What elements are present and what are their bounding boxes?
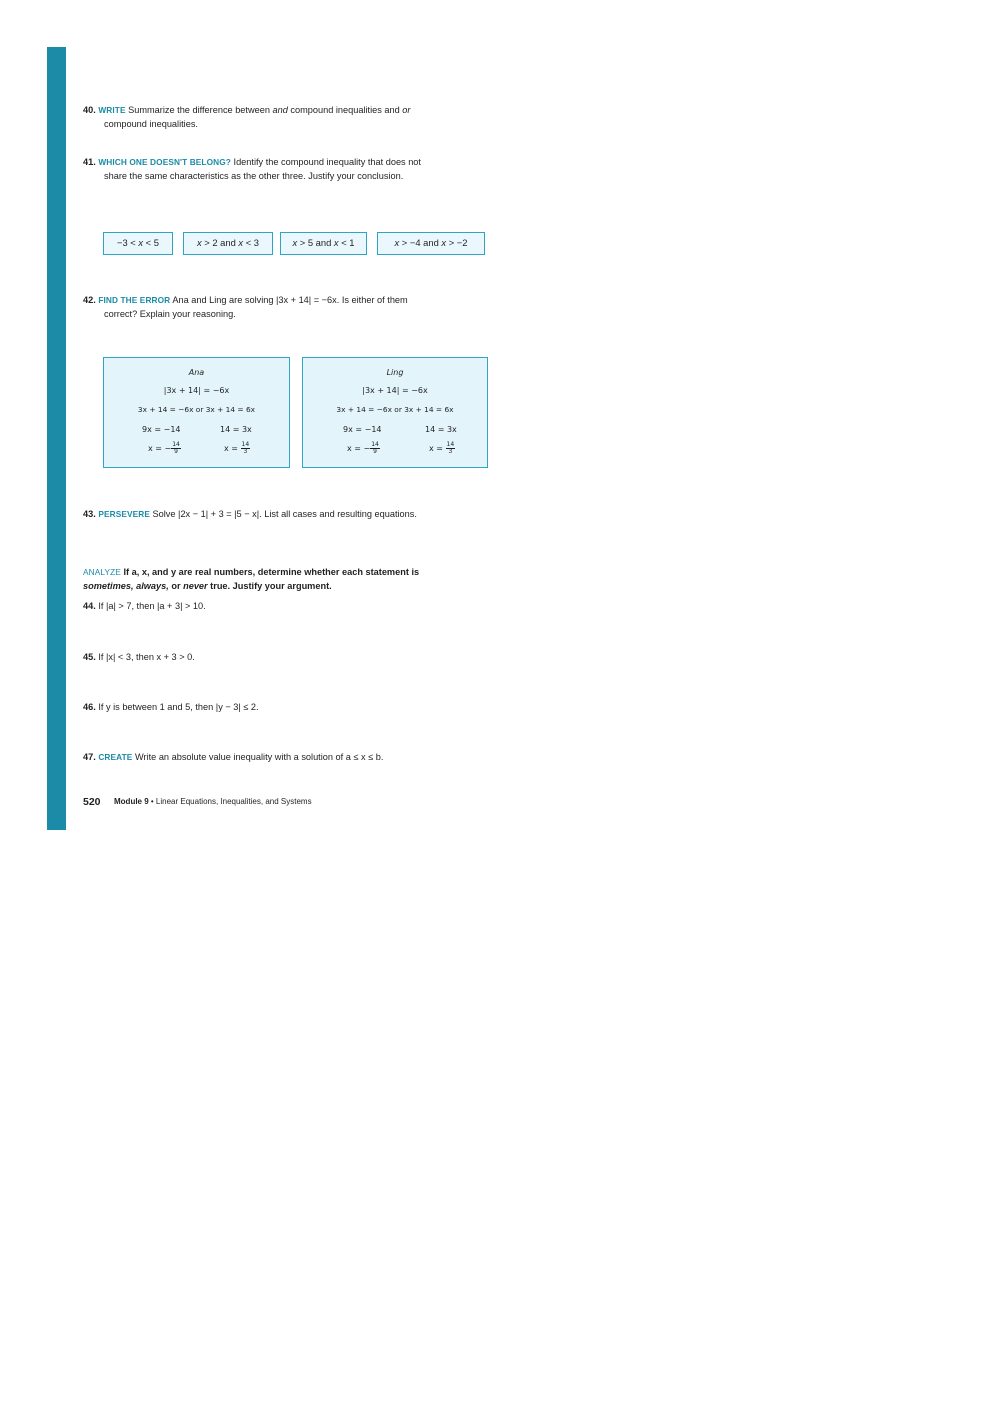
choice-text: > −2	[446, 237, 468, 248]
analyze-instructions	[83, 565, 419, 579]
analyze-text: true. Justify your argument.	[207, 581, 332, 591]
ling-step-1: |3x + 14| = −6x	[362, 386, 428, 395]
analyze-text-italic: never	[183, 581, 208, 591]
numerator: 14	[371, 441, 379, 448]
choice-var: x	[292, 237, 298, 248]
question-40-line2: compound inequalities.	[104, 119, 198, 129]
ling-work-box	[302, 357, 488, 468]
choice-var: x	[441, 237, 447, 248]
question-text: compound inequalities and	[287, 105, 403, 115]
question-number: 45.	[83, 652, 96, 662]
analyze-text: If a, x, and y are real numbers, determine whether each statement is	[120, 567, 420, 577]
module-title: Linear Equations, Inequalities, and Systems	[155, 797, 312, 806]
question-41-line2: share the same characteristics as the other three. Justify your conclusion.	[104, 171, 404, 181]
question-40	[83, 103, 410, 117]
denominator: 9	[373, 448, 377, 455]
question-text: If |x| < 3, then x + 3 > 0.	[95, 652, 195, 662]
ana-step-2: 3x + 14 = −6x or 3x + 14 = 6x	[137, 405, 256, 414]
choice-text: < 5	[143, 237, 159, 248]
ana-step-1: |3x + 14| = −6x	[163, 386, 230, 395]
ling-step-3b: 14 = 3x	[425, 425, 457, 434]
question-keyword: WHICH ONE DOESN'T BELONG?	[98, 157, 231, 167]
question-44	[83, 599, 206, 613]
ana-step-3a: 9x = −14	[142, 425, 181, 434]
choice-var: x	[238, 237, 244, 248]
question-number: 43.	[83, 509, 96, 519]
question-number: 40.	[83, 105, 96, 115]
question-keyword: WRITE	[98, 105, 126, 115]
question-number: 42.	[83, 295, 96, 305]
question-46	[83, 700, 259, 714]
fraction	[241, 442, 251, 455]
choice-text: > −4 and	[399, 237, 442, 248]
question-text: If y is between 1 and 5, then |y − 3| ≤ 2.	[95, 702, 259, 712]
choice-text: −3 <	[117, 237, 139, 248]
choice-var: x	[333, 237, 339, 248]
choice-c	[280, 232, 367, 255]
ana-work-box	[103, 357, 290, 468]
question-text-italic: and	[272, 105, 288, 115]
question-41	[83, 155, 421, 169]
ana-step-3b: 14 = 3x	[220, 425, 252, 434]
analyze-keyword: ANALYZE	[83, 567, 121, 577]
ling-step-4a	[347, 442, 380, 455]
fraction	[370, 442, 380, 455]
denominator: 9	[174, 448, 178, 455]
question-keyword: CREATE	[98, 752, 133, 762]
choice-d	[377, 232, 485, 255]
choice-b	[183, 232, 273, 255]
question-text: Ana and Ling are solving |3x + 14| = −6x. Is either of them	[170, 295, 408, 305]
running-footer	[114, 797, 312, 806]
question-42	[83, 293, 408, 307]
choice-text: > 5 and	[297, 237, 334, 248]
numerator: 14	[446, 441, 455, 448]
question-text: Write an absolute value inequality with a solution of a ≤ x ≤ b.	[132, 752, 384, 762]
numerator: 14	[172, 441, 180, 448]
footer-separator: •	[148, 797, 156, 806]
ling-step-2: 3x + 14 = −6x or 3x + 14 = 6x	[336, 405, 454, 414]
question-text-italic: or	[402, 105, 411, 115]
ling-step-4b-prefix: x =	[429, 444, 446, 453]
question-text: Summarize the difference between	[125, 105, 273, 115]
choice-a	[103, 232, 173, 255]
question-43	[83, 507, 417, 521]
choice-var: x	[138, 237, 144, 248]
analyze-text-italic: sometimes, always,	[83, 581, 169, 591]
choice-text: > 2 and	[201, 237, 239, 248]
fraction	[171, 442, 181, 455]
page-number: 520	[83, 796, 101, 808]
choice-var: x	[394, 237, 400, 248]
choice-text: < 3	[243, 237, 260, 248]
ling-step-4a-prefix: x = −	[347, 444, 371, 453]
module-label: Module 9	[114, 797, 149, 806]
choice-var: x	[196, 237, 202, 248]
ana-step-4a	[148, 442, 181, 455]
fraction	[446, 442, 456, 455]
ling-title: Ling	[386, 368, 404, 377]
question-42-line2: correct? Explain your reasoning.	[104, 309, 236, 319]
question-keyword: PERSEVERE	[98, 509, 150, 519]
question-number: 44.	[83, 601, 96, 611]
question-number: 47.	[83, 752, 96, 762]
question-text: Identify the compound inequality that does not	[230, 157, 421, 167]
question-47	[83, 750, 383, 764]
side-color-bar	[47, 47, 66, 830]
question-text: Solve |2x − 1| + 3 = |5 − x|. List all cases and resulting equations.	[149, 509, 417, 519]
question-45	[83, 650, 195, 664]
ana-title: Ana	[188, 368, 205, 377]
question-text: If |a| > 7, then |a + 3| > 10.	[95, 601, 206, 611]
ling-step-4b	[429, 442, 455, 455]
ling-step-3a: 9x = −14	[343, 425, 382, 434]
question-number: 41.	[83, 157, 96, 167]
ana-step-4a-prefix: x = −	[148, 444, 172, 453]
question-keyword: FIND THE ERROR	[98, 295, 171, 305]
choice-text: < 1	[338, 237, 355, 248]
analyze-text: or	[168, 581, 184, 591]
analyze-instructions-line2	[83, 579, 332, 593]
ana-step-4b	[224, 442, 250, 455]
question-number: 46.	[83, 702, 96, 712]
numerator: 14	[241, 441, 250, 448]
denominator: 3	[243, 448, 248, 455]
denominator: 3	[448, 448, 453, 455]
ana-step-4b-prefix: x =	[224, 444, 241, 453]
